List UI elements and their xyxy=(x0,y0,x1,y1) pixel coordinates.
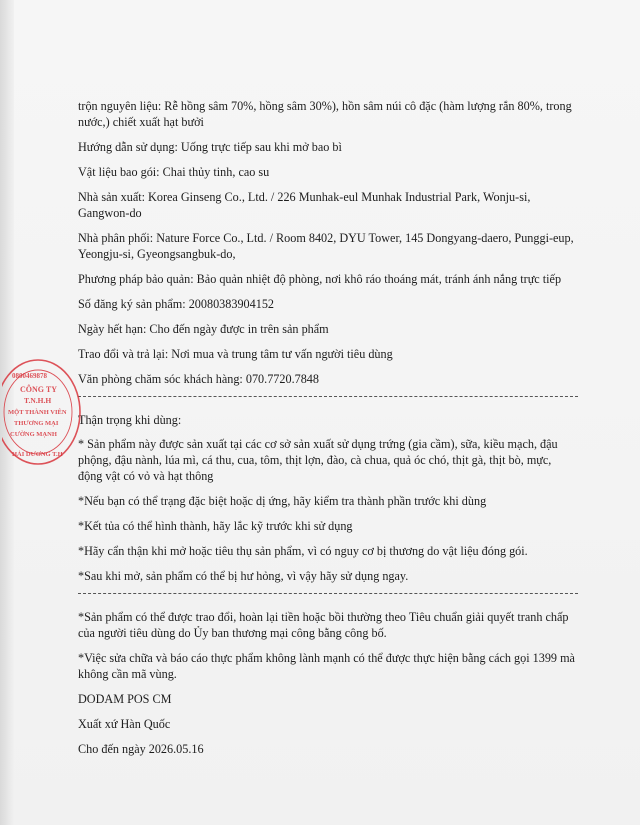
caution-heading: Thận trọng khi dùng: xyxy=(78,413,182,427)
best-before: Cho đến ngày 2026.05.16 xyxy=(78,742,204,756)
usage-instructions: Hướng dẫn sử dụng: Uống trực tiếp sau khi mở bao bì xyxy=(78,140,342,154)
distributor: Nhà phân phối: Nature Force Co., Ltd. / Room 8402, DYU Tower, 145 Dongyang-daero, Punggi-eup, Yeongju-si, Gyeongsangbuk-do, xyxy=(78,231,574,261)
allergy-caution: *Nếu bạn có thể trạng đặc biệt hoặc dị ứng, hãy kiểm tra thành phần trước khi dùng xyxy=(78,494,487,508)
after-opening-note: *Sau khi mở, sản phẩm có thể bị hư hỏng, vì vậy hãy sử dụng ngay. xyxy=(78,569,409,583)
customer-service: Văn phòng chăm sóc khách hàng: 070.7720.7848 xyxy=(78,372,319,386)
svg-text:MỘT THÀNH VIÊN: MỘT THÀNH VIÊN xyxy=(8,409,67,416)
dashed-divider xyxy=(78,593,578,594)
allergen-warning: * Sản phẩm này được sản xuất tại các cơ sở sản xuất sử dụng trứng (gia cầm), sữa, kiều mạch, đậu phộng, đậu nành, lúa mì, cá thu, cua, tôm, thịt lợn, đào, cà chua, quả óc chó, thịt gà, thịt bò, mực, động vật có vỏ và hạt thông xyxy=(78,437,558,483)
svg-text:CÔNG TY: CÔNG TY xyxy=(20,385,57,394)
precipitate-note: *Kết tủa có thể hình thành, hãy lắc kỹ trước khi sử dụng xyxy=(78,519,353,533)
product-code: DODAM POS CM xyxy=(78,692,172,706)
origin: Xuất xứ Hàn Quốc xyxy=(78,717,171,731)
opening-caution: *Hãy cẩn thận khi mở hoặc tiêu thụ sản phẩm, vì có nguy cơ bị thương do vật liệu đóng gói. xyxy=(78,544,528,558)
storage-method: Phương pháp bảo quản: Bảo quản nhiệt độ phòng, nơi khô ráo thoáng mát, tránh ánh nắng trực tiếp xyxy=(78,272,562,286)
company-stamp xyxy=(2,356,82,468)
report-hotline: *Việc sửa chữa và báo cáo thực phẩm không lành mạnh có thể được thực hiện bằng cách gọi 1399 mà không cần mã vùng. xyxy=(78,651,575,681)
packaging-material: Vật liệu bao gói: Chai thủy tinh, cao su xyxy=(78,165,270,179)
dispute-resolution: *Sản phẩm có thể được trao đổi, hoàn lại tiền hoặc bồi thường theo Tiêu chuẩn giải quyết tranh chấp của người tiêu dùng do Ủy ban thương mại công bằng công bố. xyxy=(78,610,569,640)
svg-text:THƯƠNG MẠI: THƯƠNG MẠI xyxy=(14,420,59,427)
svg-text:0800469878: 0800469878 xyxy=(12,372,47,380)
document-content xyxy=(78,98,578,757)
manufacturer: Nhà sản xuất: Korea Ginseng Co., Ltd. / 226 Munhak-eul Munhak Industrial Park, Wonju-si, Gangwon-do xyxy=(78,190,531,220)
dashed-divider xyxy=(78,396,578,397)
svg-text:HẢI DƯƠNG T.H: HẢI DƯƠNG T.H xyxy=(12,451,63,458)
expiry-date: Ngày hết hạn: Cho đến ngày được in trên sản phẩm xyxy=(78,322,329,336)
registration-number: Số đăng ký sản phẩm: 20080383904152 xyxy=(78,297,275,311)
ingredients-continuation: trộn nguyên liệu: Rễ hồng sâm 70%, hồng sâm 30%), hồn sâm núi cô đặc (hàm lượng rắn 80%, trong nước,) chiết xuất hạt bưởi xyxy=(78,99,572,129)
svg-text:CƯỜNG MẠNH: CƯỜNG MẠNH xyxy=(10,431,57,438)
svg-text:T.N.H.H: T.N.H.H xyxy=(24,396,52,405)
exchange-return: Trao đổi và trả lại: Nơi mua và trung tâm tư vấn người tiêu dùng xyxy=(78,347,393,361)
